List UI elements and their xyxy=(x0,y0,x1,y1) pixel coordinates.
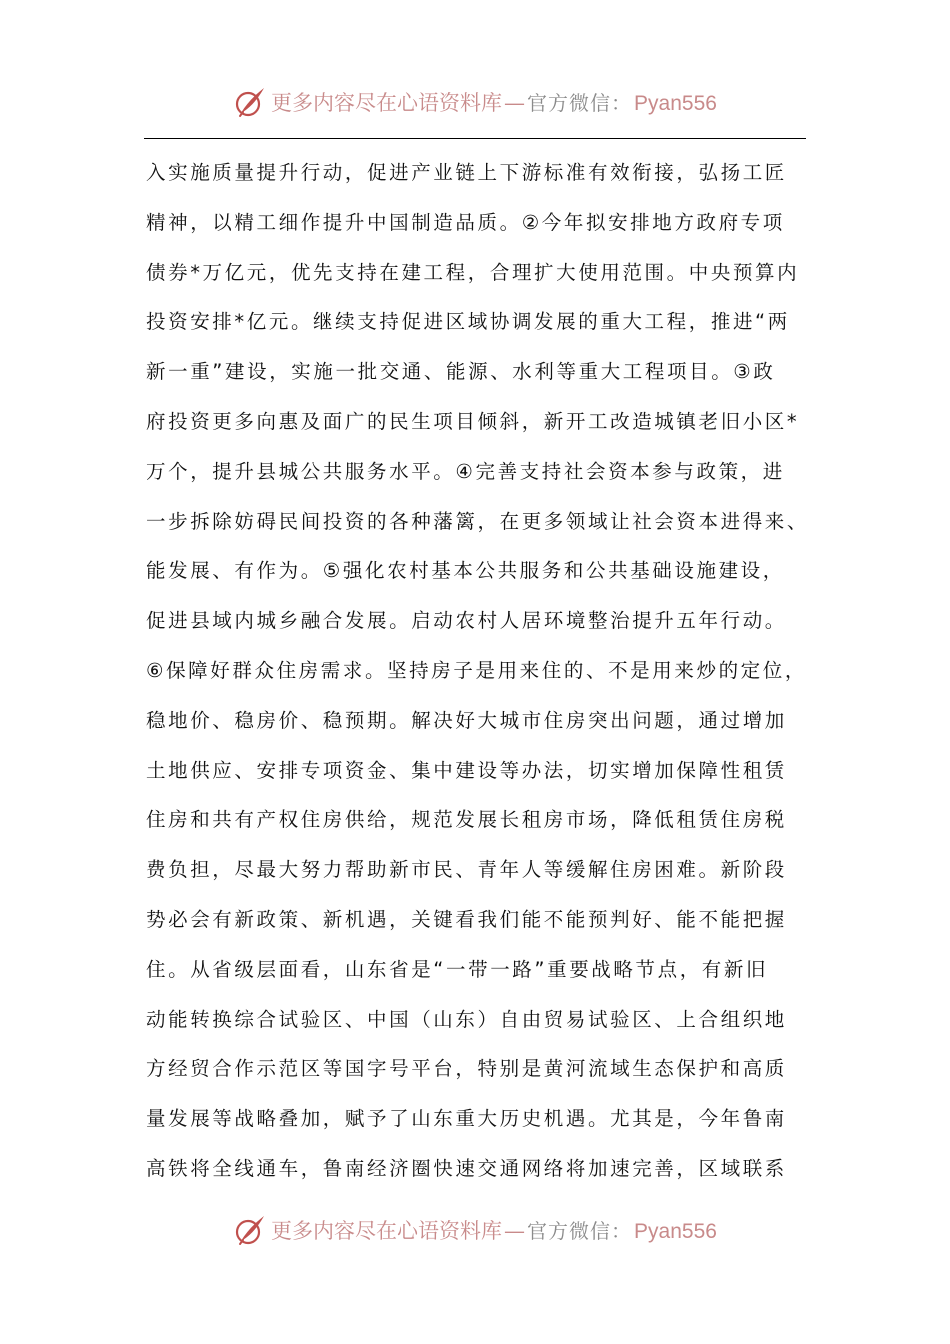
header-wechat-id: Pyan556 xyxy=(634,92,717,115)
body-line: 动能转换综合试验区、中国（山东）自由贸易试验区、上合组织地 xyxy=(146,1007,787,1031)
header-banner-text xyxy=(271,87,717,117)
footer-wechat-id: Pyan556 xyxy=(634,1220,717,1243)
body-line: 稳地价、稳房价、稳预期。解决好大城市住房突出问题，通过增加 xyxy=(146,708,787,732)
footer-wechat-label: 官方微信： xyxy=(527,1219,633,1243)
header-site-name: 更多内容尽在心语资料库 xyxy=(271,91,503,115)
footer-site-name: 更多内容尽在心语资料库 xyxy=(271,1219,503,1243)
body-line: 土地供应、安排专项资金、集中建设等办法，切实增加保障性租赁 xyxy=(146,758,787,782)
header-banner xyxy=(0,80,950,124)
footer-dash: — xyxy=(504,1219,526,1243)
body-line: 万个，提升县城公共服务水平。④完善支持社会资本参与政策，进 xyxy=(146,459,785,483)
footer-banner xyxy=(0,1208,950,1252)
header-dash: — xyxy=(504,91,526,115)
header-wechat-label: 官方微信： xyxy=(527,91,633,115)
body-line: 新一重”建设，实施一批交通、能源、水利等重大工程项目。③政 xyxy=(146,360,776,384)
header-divider xyxy=(144,138,806,139)
body-line: 方经贸合作示范区等国字号平台，特别是黄河流域生态保护和高质 xyxy=(146,1057,787,1081)
body-line: 住。从省级层面看，山东省是“一带一路”重要战略节点，有新旧 xyxy=(146,957,769,981)
document-body xyxy=(146,148,810,1194)
body-line: 入实施质量提升行动，促进产业链上下游标准有效衔接，弘扬工匠 xyxy=(146,161,787,184)
body-line: 住房和共有产权住房供给，规范发展长租房市场，降低租赁住房税 xyxy=(146,808,787,832)
body-line: 债券*万亿元，优先支持在建工程，合理扩大使用范围。中央预算内 xyxy=(146,260,800,284)
body-line: 量发展等战略叠加，赋予了山东重大历史机遇。尤其是，今年鲁南 xyxy=(146,1107,787,1131)
body-line: ⑥保障好群众住房需求。坚持房子是用来住的、不是用来炒的定位， xyxy=(146,658,807,682)
quill-pen-logo-icon xyxy=(233,1213,267,1247)
body-line: 促进县域内城乡融合发展。启动农村人居环境整治提升五年行动。 xyxy=(146,609,787,633)
body-line: 府投资更多向惠及面广的民生项目倾斜，新开工改造城镇老旧小区* xyxy=(146,409,800,433)
body-line: 费负担，尽最大努力帮助新市民、青年人等缓解住房困难。新阶段 xyxy=(146,858,787,882)
body-line: 能发展、有作为。⑤强化农村基本公共服务和公共基础设施建设， xyxy=(146,559,785,583)
body-line: 高铁将全线通车，鲁南经济圈快速交通网络将加速完善，区域联系 xyxy=(146,1156,787,1180)
body-line: 投资安排*亿元。继续支持促进区域协调发展的重大工程，推进“两 xyxy=(146,310,790,334)
footer-banner-text xyxy=(271,1215,717,1245)
body-line: 一步拆除妨碍民间投资的各种藩篱，在更多领域让社会资本进得来、 xyxy=(146,509,810,533)
body-line: 势必会有新政策、新机遇，关键看我们能不能预判好、能不能把握 xyxy=(146,907,787,931)
quill-pen-logo-icon xyxy=(233,85,267,119)
body-line: 精神，以精工细作提升中国制造品质。②今年拟安排地方政府专项 xyxy=(146,210,785,234)
